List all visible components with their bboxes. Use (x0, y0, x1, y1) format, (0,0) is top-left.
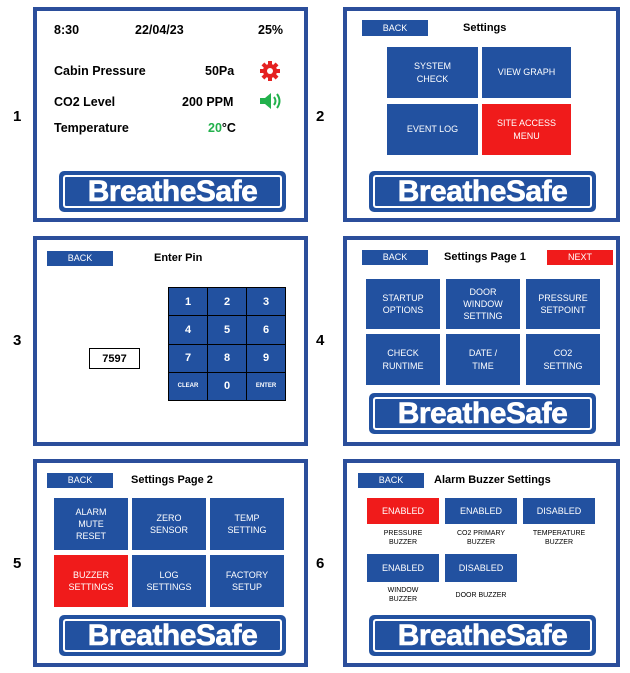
log-settings-button[interactable]: LOG SETTINGS (132, 555, 206, 607)
screen-settings-page-2 (33, 459, 308, 667)
window-buzzer-label: WINDOW BUZZER (387, 587, 419, 604)
key-8[interactable]: 8 (208, 345, 246, 372)
screen-settings-page-1 (343, 236, 620, 446)
screen-dashboard (33, 7, 308, 222)
key-0[interactable]: 0 (208, 373, 246, 400)
back-button[interactable]: BACK (47, 473, 113, 488)
pressure-setpoint-button[interactable]: PRESSURE SETPOINT (526, 279, 600, 329)
site-access-menu-button[interactable]: SITE ACCESS MENU (482, 104, 571, 155)
alarm-gear-icon[interactable] (259, 60, 281, 82)
panel-number-6: 6 (316, 555, 325, 572)
date-display: 22/04/23 (135, 23, 184, 37)
co2-level-value: 200 PPM (182, 95, 234, 109)
pin-display: 7597 (89, 348, 140, 369)
startup-options-button[interactable]: STARTUP OPTIONS (366, 279, 440, 329)
key-5[interactable]: 5 (208, 316, 246, 343)
page-title: Enter Pin (154, 252, 203, 264)
key-3[interactable]: 3 (247, 288, 285, 315)
event-log-button[interactable]: EVENT LOG (387, 104, 478, 155)
speaker-icon[interactable] (258, 90, 284, 112)
alarm-mute-reset-button[interactable]: ALARM MUTE RESET (54, 498, 128, 550)
buzzer-settings-button[interactable]: BUZZER SETTINGS (54, 555, 128, 607)
pressure-buzzer-toggle[interactable]: ENABLED (367, 498, 439, 524)
back-button[interactable]: BACK (47, 251, 113, 266)
panel-number-4: 4 (316, 332, 325, 349)
logo-text: BreatheSafe (397, 396, 568, 430)
back-button[interactable]: BACK (358, 473, 424, 488)
key-clear[interactable]: CLEAR (169, 373, 207, 400)
pressure-buzzer-label: PRESSURE BUZZER (383, 530, 423, 547)
co2-primary-buzzer-toggle[interactable]: ENABLED (445, 498, 517, 524)
breathesafe-logo (59, 171, 286, 212)
key-enter[interactable]: ENTER (247, 373, 285, 400)
breathesafe-logo (59, 615, 286, 656)
key-4[interactable]: 4 (169, 316, 207, 343)
zero-sensor-button[interactable]: ZERO SENSOR (132, 498, 206, 550)
door-buzzer-label: DOOR BUZZER (455, 592, 507, 599)
panel-number-2: 2 (316, 108, 325, 125)
check-runtime-button[interactable]: CHECK RUNTIME (366, 334, 440, 385)
temperature-buzzer-toggle[interactable]: DISABLED (523, 498, 595, 524)
keypad (168, 287, 286, 401)
window-buzzer-toggle[interactable]: ENABLED (367, 554, 439, 582)
next-button[interactable]: NEXT (547, 250, 613, 265)
logo-text: BreatheSafe (397, 618, 568, 652)
cabin-pressure-value: 50Pa (205, 64, 235, 78)
back-button[interactable]: BACK (362, 20, 428, 36)
key-9[interactable]: 9 (247, 345, 285, 372)
co2-primary-buzzer-label: CO2 PRIMARY BUZZER (456, 530, 506, 547)
page-title: Settings Page 1 (444, 251, 526, 263)
temp-setting-button[interactable]: TEMP SETTING (210, 498, 284, 550)
battery-display: 25% (258, 23, 284, 37)
temperature-unit: °C (221, 121, 236, 135)
logo-text: BreatheSafe (87, 174, 258, 208)
cabin-pressure-label: Cabin Pressure (54, 64, 146, 78)
page-title: Alarm Buzzer Settings (434, 474, 551, 486)
back-button[interactable]: BACK (362, 250, 428, 265)
factory-setup-button[interactable]: FACTORY SETUP (210, 555, 284, 607)
door-window-setting-button[interactable]: DOOR WINDOW SETTING (446, 279, 520, 329)
time-display: 8:30 (54, 23, 80, 37)
screen-settings (343, 7, 620, 222)
logo-text: BreatheSafe (87, 618, 258, 652)
co2-setting-button[interactable]: CO2 SETTING (526, 334, 600, 385)
breathesafe-logo (369, 171, 596, 212)
temperature-buzzer-label: TEMPERATURE BUZZER (532, 530, 586, 547)
date-time-button[interactable]: DATE / TIME (446, 334, 520, 385)
system-check-button[interactable]: SYSTEM CHECK (387, 47, 478, 98)
key-2[interactable]: 2 (208, 288, 246, 315)
panel-number-1: 1 (13, 108, 22, 125)
screen-alarm-buzzer-settings (343, 459, 620, 667)
breathesafe-logo (369, 393, 596, 434)
temperature-number: 20 (208, 121, 222, 135)
page-title: Settings Page 2 (131, 474, 213, 486)
panel-number-3: 3 (13, 332, 22, 349)
key-6[interactable]: 6 (247, 316, 285, 343)
page-title: Settings (463, 22, 507, 34)
panel-number-5: 5 (13, 555, 22, 572)
breathesafe-logo (369, 615, 596, 656)
co2-level-label: CO2 Level (54, 95, 116, 109)
logo-text: BreatheSafe (397, 174, 568, 208)
view-graph-button[interactable]: VIEW GRAPH (482, 47, 571, 98)
key-7[interactable]: 7 (169, 345, 207, 372)
screen-enter-pin (33, 236, 308, 446)
temperature-value (208, 121, 236, 135)
temperature-label: Temperature (54, 121, 129, 135)
door-buzzer-toggle[interactable]: DISABLED (445, 554, 517, 582)
key-1[interactable]: 1 (169, 288, 207, 315)
